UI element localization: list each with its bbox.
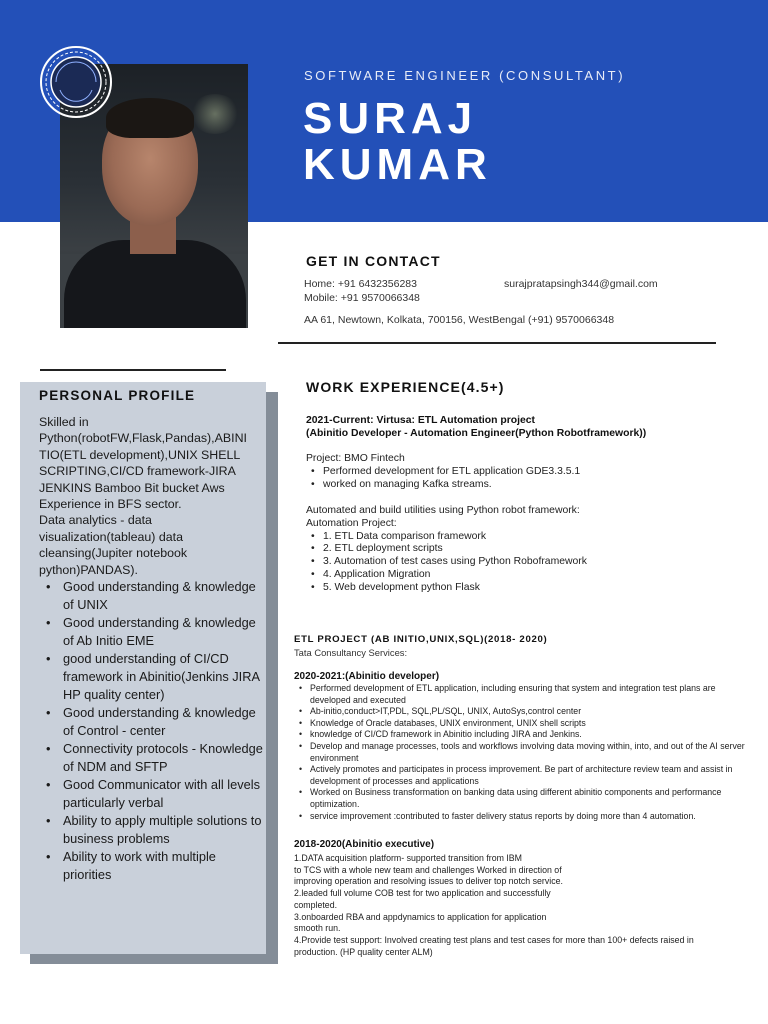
profile-summary [39,414,261,578]
automation-bullets [306,531,746,595]
full-name [303,96,492,188]
photo-hair [106,98,194,138]
contact-divider [278,342,716,344]
duty-line: production. (HP quality center ALM) [294,946,433,957]
first-name: SURAJ [303,94,478,143]
developer-role-heading: 2020-2021:(Abinitio developer) [294,671,440,682]
automation-section [306,505,746,595]
summary-line: TIO(ETL development),UNIX SHELL [39,447,241,462]
photo-background-light [190,94,240,134]
list-item: • Good Communicator with all levels particularly verbal [39,776,265,812]
summary-line: Skilled in [39,415,89,429]
summary-line: Python(robotFW,Flask,Pandas),ABINI [39,431,247,446]
home-phone: Home: +91 6432356283 [304,278,417,290]
executive-role-heading: 2018-2020(Abinitio executive) [294,839,435,850]
summary-line: JENKINS Bamboo Bit bucket Aws [39,480,225,495]
list-item: • Knowledge of Oracle databases, UNIX environment, UNIX shell scripts [294,718,754,730]
list-item: • Performed development of ETL application, including ensuring that system and integration test plans are developed and executed [294,683,754,706]
duty-line: completed. [294,899,338,910]
executive-duties [294,853,754,958]
duty-line: 3.onboarded RBA and appdynamics to application for application [294,911,547,922]
postal-address: AA 61, Newtown, Kolkata, 700156, WestBengal (+91) 9570066348 [304,314,615,326]
list-item: • Develop and manage processes, tools and workflows involving data moving within, into, and out of the AI server environment [294,741,754,764]
list-item: • Actively promotes and participates in process improvement. Be part of architecture review team and assist in development of processes and applications [294,764,754,787]
etl-project-heading: ETL PROJECT (AB INITIO,UNIX,SQL)(2018- 2020) [294,634,548,645]
list-item: • 5. Web development python Flask [306,582,746,595]
job1-header [306,415,646,441]
list-item: • Ability to apply multiple solutions to business problems [39,812,265,848]
list-item: • 3. Automation of test cases using Python Roboframework [306,556,746,569]
list-item: • Worked on Business transformation on banking data using different abinitio components and performance optimization. [294,787,754,810]
job1-project [306,453,746,491]
profile-skills-list [39,578,265,884]
email-address[interactable]: surajpratapsingh344@gmail.com [504,278,658,290]
duty-line: 4.Provide test support: Involved creating test plans and test cases for more than 100+ defects raised in [294,934,694,945]
duty-line: to TCS with a whole new team and challenges Worked in direction of [294,864,562,875]
duty-line: 1.DATA acquisition platform- supported transition from IBM [294,853,522,863]
job-role: SOFTWARE ENGINEER (CONSULTANT) [304,68,626,83]
employer-name: Tata Consultancy Services: [294,647,408,658]
mobile-phone: Mobile: +91 9570066348 [304,292,420,304]
duty-line: 2.leaded full volume COB test for two application and successfully [294,888,551,899]
summary-line: visualization(tableau) data [39,529,183,544]
summary-line: cleansing(Jupiter notebook [39,546,188,561]
list-item: • worked on managing Kafka streams. [306,479,746,492]
developer-duties-list [294,683,754,822]
contact-heading: GET IN CONTACT [306,253,441,269]
list-item: • Connectivity protocols - Knowledge of NDM and SFTP [39,740,265,776]
list-item: • Ability to work with multiple priorities [39,848,265,884]
list-item: • service improvement :contributed to faster delivery status reports by doing more than 4 automation. [294,811,754,823]
list-item: • 4. Application Migration [306,569,746,582]
circular-badge-icon [38,44,114,120]
list-item: • Good understanding & knowledge of UNIX [39,578,265,614]
list-item: • Performed development for ETL application GDE3.3.5.1 [306,466,746,479]
job1-title: 2021-Current: Virtusa: ETL Automation project [306,415,536,426]
duty-line: smooth run. [294,923,341,934]
summary-line: Data analytics - data [39,513,152,528]
job1-role: (Abinitio Developer - Automation Engineer(Python Robotframework)) [306,427,647,439]
project-name: Project: BMO Fintech [306,453,405,464]
summary-line: python)PANDAS). [39,562,138,577]
last-name: KUMAR [303,140,492,189]
project-bullets [306,466,746,492]
list-item: • knowledge of CI/CD framework in Abinitio including JIRA and Jenkins. [294,729,754,741]
summary-line: Experience in BFS sector. [39,497,182,512]
automation-intro: Automated and build utilities using Python robot framework: [306,505,580,516]
list-item: • Good understanding & knowledge of Ab Initio EME [39,614,265,650]
list-item: • 2. ETL deployment scripts [306,543,746,556]
duty-line: improving operation and resolving issues to deliver top notch service. [294,876,563,887]
summary-line: SCRIPTING,CI/CD framework-JIRA [39,464,236,479]
automation-project-label: Automation Project: [306,517,397,529]
work-heading: WORK EXPERIENCE(4.5+) [306,379,505,395]
list-item: • 1. ETL Data comparison framework [306,531,746,544]
list-item: • Ab-initio,conduct>IT,PDL, SQL,PL/SQL, UNIX, AutoSys,control center [294,706,754,718]
profile-divider [40,369,226,371]
list-item: • Good understanding & knowledge of Control - center [39,704,265,740]
profile-heading: PERSONAL PROFILE [39,388,196,403]
list-item: • good understanding of CI/CD framework in Abinitio(Jenkins JIRA HP quality center) [39,650,265,704]
